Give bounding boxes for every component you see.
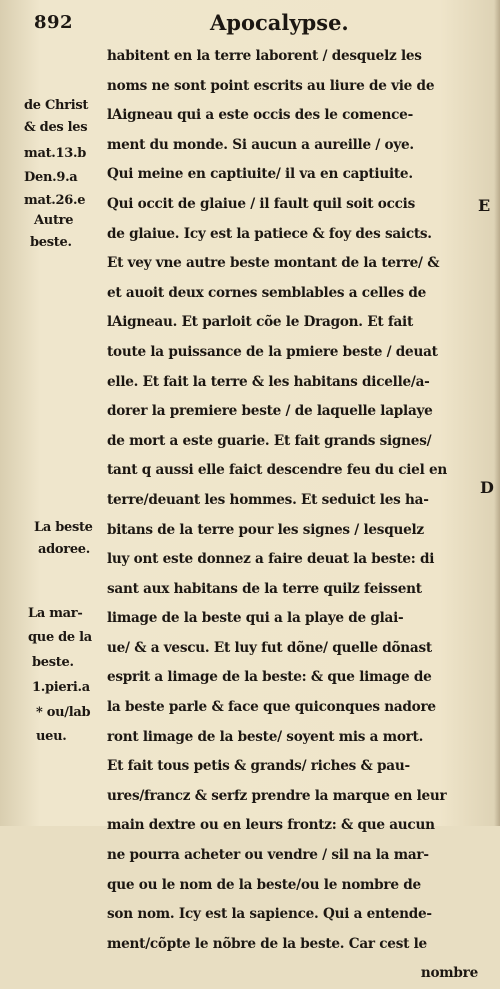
text-line: son nom. Icy est la sapience. Qui a entende- (107, 906, 432, 923)
section-letter-d: D (480, 478, 494, 497)
text-line: habitent en la terre laborent / desquelz les (107, 48, 422, 64)
text-line: luy ont este donnez a faire deuat la beste: di (107, 551, 435, 568)
text-line: limage de la beste qui a la playe de glai- (107, 610, 404, 627)
text-line: ment du monde. Si aucun a aureille / oye. (107, 136, 414, 153)
running-title: Apocalypse. (210, 10, 349, 35)
margin-note-mat-13: mat.13.b (24, 146, 87, 161)
margin-note-autre: Autre (34, 213, 74, 228)
margin-note-beste: beste. (30, 235, 72, 250)
text-line: elle. Et fait la terre & les habitans dicelle/a- (107, 373, 430, 390)
text-line: et auoit deux cornes semblables a celles de (107, 284, 426, 301)
text-line: la beste parle & face que quiconques nadore (107, 699, 436, 716)
section-letter-e: E (478, 196, 491, 215)
text-line: Et vey vne autre beste montant de la terre/ & (107, 255, 440, 272)
text-line: de glaiue. Icy est la patiece & foy des saicts. (107, 225, 432, 242)
margin-note-la-beste: La beste (34, 520, 93, 535)
margin-note-la-marque-3: beste. (32, 655, 74, 670)
text-line: ment/cõpte le nõbre de la beste. Car cest le (107, 935, 427, 952)
margin-note-mat-26: mat.26.e (24, 193, 86, 208)
margin-note-pieri: 1.pieri.a (32, 680, 90, 695)
page-gutter-shadow (494, 0, 500, 826)
text-line: dorer la premiere beste / de laquelle laplaye (107, 403, 433, 420)
text-line: lAigneau. Et parloit cõe le Dragon. Et fait (107, 314, 413, 331)
catchword: nombre (420, 965, 478, 982)
page-number: 892 (34, 12, 74, 33)
text-line: main dextre ou en leurs frontz: & que aucun (107, 817, 435, 834)
text-line: tant q aussi elle faict descendre feu du ciel en (107, 462, 447, 479)
text-line: lAigneau qui a este occis des le comence- (107, 107, 413, 124)
margin-note-la-marque-1: La mar- (28, 606, 83, 621)
text-line: noms ne sont point escrits au liure de vie de (107, 77, 435, 94)
text-line: bitans de la terre pour les signes / lesquelz (107, 521, 424, 538)
text-line: Qui occit de glaiue / il fault quil soit occis (107, 195, 415, 212)
margin-note-ou-lab: * ou/lab (36, 705, 91, 720)
text-line: ne pourra acheter ou vendre / sil na la mar- (107, 847, 429, 864)
text-line: esprit a limage de la beste: & que limage de (107, 669, 432, 686)
margin-note-la-marque-2: que de la (28, 630, 92, 645)
text-line: de mort a este guarie. Et fait grands signes/ (107, 432, 432, 449)
text-line: Qui meine en captiuite/ il va en captiuite. (107, 166, 413, 183)
margin-note-adoree: adoree. (38, 542, 91, 557)
margin-note-de-christ: de Christ (24, 98, 89, 113)
margin-note-ueu: ueu. (36, 729, 67, 744)
page-header (0, 8, 500, 40)
margin-note-des-les: & des les (24, 120, 88, 135)
text-line: Et fait tous petis & grands/ riches & pau- (107, 758, 410, 775)
text-line: toute la puissance de la pmiere beste / deuat (107, 343, 438, 360)
text-line: terre/deuant les hommes. Et seduict les ha- (107, 491, 429, 508)
margin-note-den-9: Den.9.a (24, 170, 78, 185)
text-line: ront limage de la beste/ soyent mis a mort. (107, 728, 424, 745)
text-line: sant aux habitans de la terre quilz feissent (107, 580, 422, 597)
text-line: ures/francz & serfz prendre la marque en leur (107, 787, 447, 804)
text-line: que ou le nom de la beste/ou le nombre de (107, 876, 421, 893)
text-line: ue/ & a vescu. Et luy fut dõne/ quelle dõnast (107, 639, 432, 656)
main-text-column (107, 42, 492, 989)
